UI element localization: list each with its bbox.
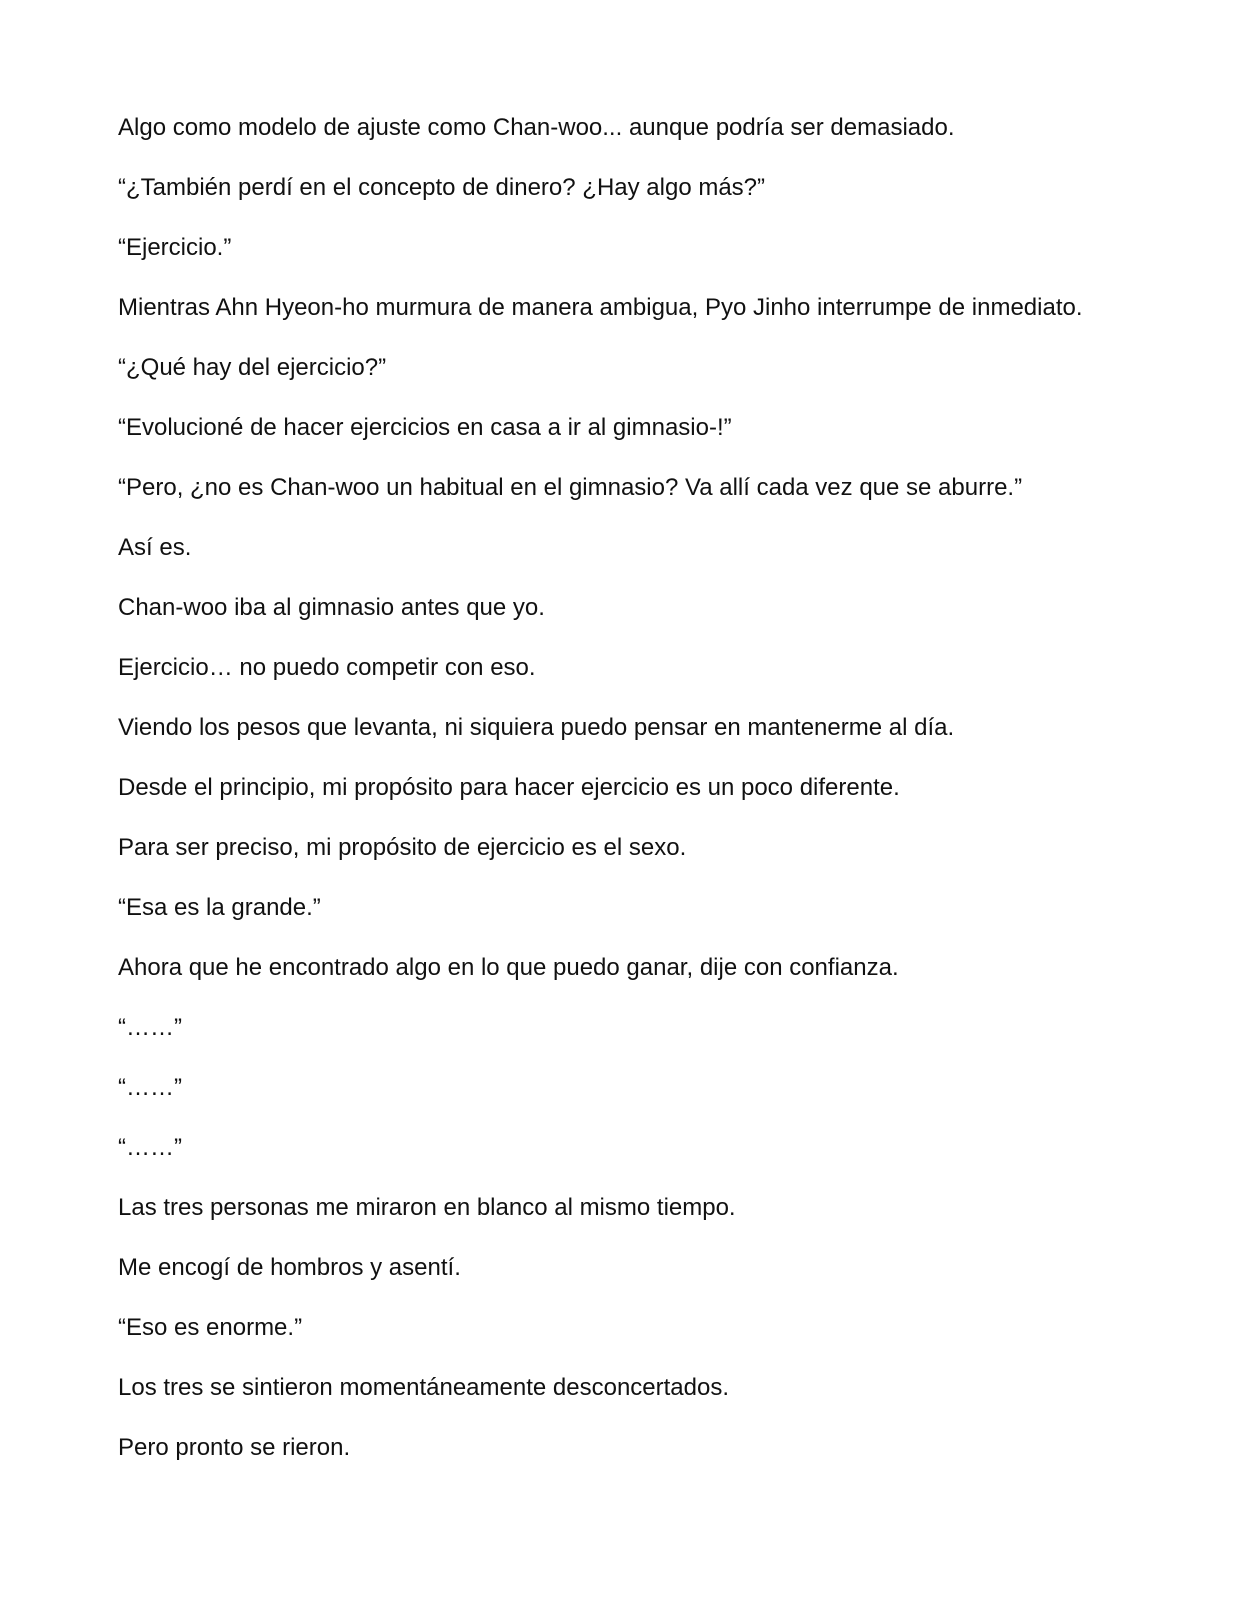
paragraph: “……” — [118, 1074, 182, 1101]
paragraph: Pero pronto se rieron. — [118, 1434, 351, 1461]
paragraph: Ejercicio… no puedo competir con eso. — [118, 654, 536, 681]
paragraph: “Ejercicio.” — [118, 234, 232, 261]
paragraph: Para ser preciso, mi propósito de ejercicio es el sexo. — [118, 834, 687, 861]
paragraph: Desde el principio, mi propósito para hacer ejercicio es un poco diferente. — [118, 774, 900, 801]
paragraph: Mientras Ahn Hyeon-ho murmura de manera ambigua, Pyo Jinho interrumpe de inmediato. — [118, 294, 1083, 321]
paragraph: “Evolucioné de hacer ejercicios en casa a ir al gimnasio-!” — [118, 414, 732, 441]
paragraph: Así es. — [118, 534, 192, 561]
paragraph: “……” — [118, 1014, 182, 1041]
paragraph: “Eso es enorme.” — [118, 1314, 303, 1341]
paragraph: Viendo los pesos que levanta, ni siquiera puedo pensar en mantenerme al día. — [118, 714, 955, 741]
paragraph: Las tres personas me miraron en blanco al mismo tiempo. — [118, 1194, 736, 1221]
paragraph: Chan-woo iba al gimnasio antes que yo. — [118, 594, 545, 621]
paragraph: “¿Qué hay del ejercicio?” — [118, 354, 387, 381]
paragraph: “¿También perdí en el concepto de dinero? ¿Hay algo más?” — [118, 174, 766, 201]
paragraph: “……” — [118, 1134, 182, 1161]
paragraph: Los tres se sintieron momentáneamente desconcertados. — [118, 1374, 730, 1401]
paragraph: Me encogí de hombros y asentí. — [118, 1254, 461, 1281]
document-body — [118, 112, 1093, 1492]
paragraph: Ahora que he encontrado algo en lo que puedo ganar, dije con confianza. — [118, 954, 899, 981]
paragraph: “Esa es la grande.” — [118, 894, 321, 921]
paragraph: “Pero, ¿no es Chan-woo un habitual en el gimnasio? Va allí cada vez que se aburre.” — [118, 474, 1023, 501]
paragraph: Algo como modelo de ajuste como Chan-woo... aunque podría ser demasiado. — [118, 114, 955, 141]
